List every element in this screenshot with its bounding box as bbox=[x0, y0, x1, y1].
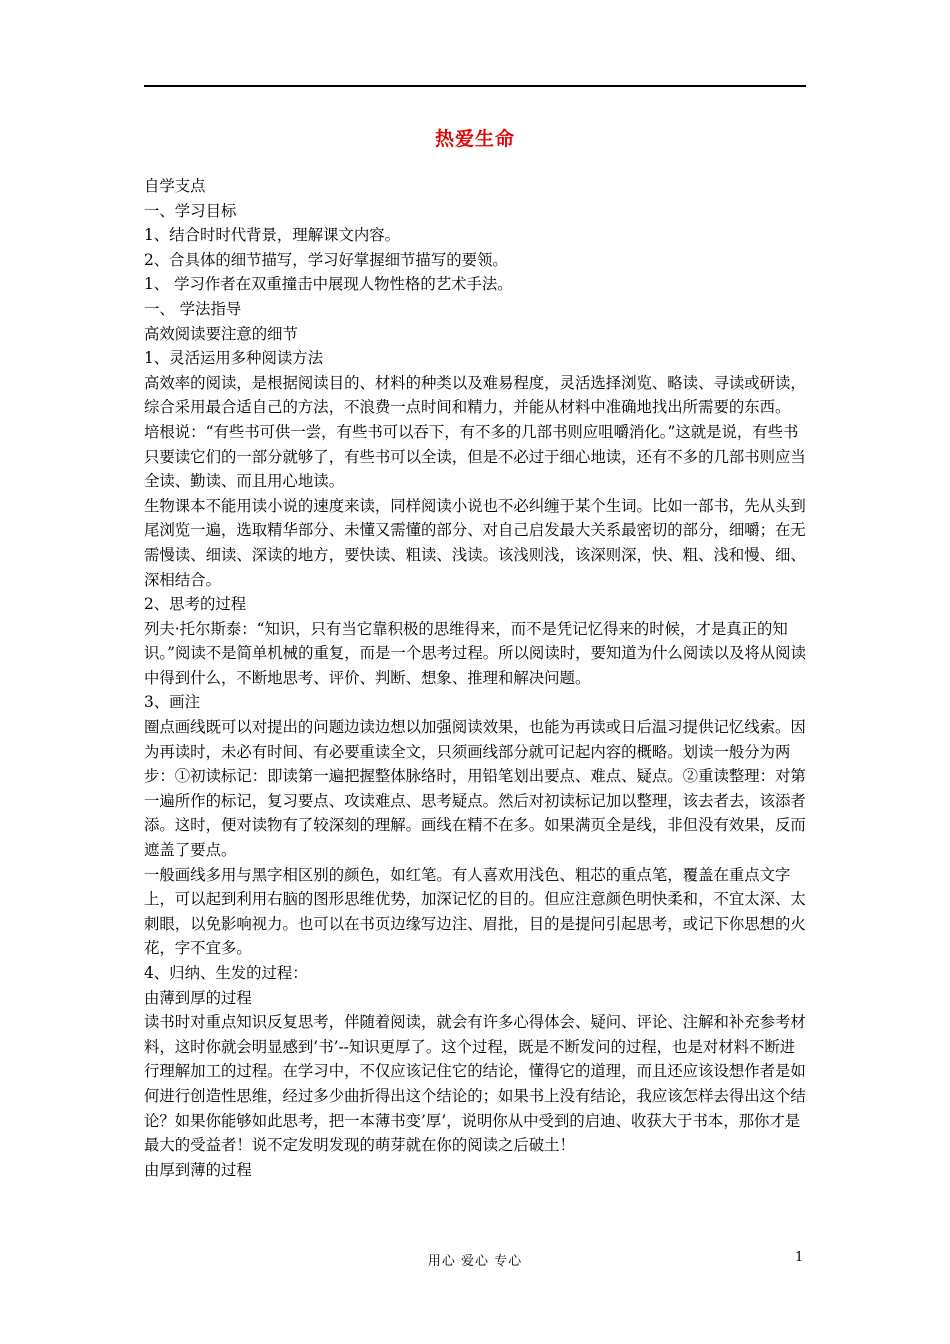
paragraph: 一、 学法指导 bbox=[144, 299, 242, 318]
paragraph: 4、归纳、生发的过程： bbox=[144, 964, 308, 982]
paragraph: 列夫·托尔斯泰：“知识，只有当它靠积极的思维得来，而不是凭记忆得来的时候，才是真正的知识。”阅读不是简单机械的重复，而是一个思考过程。所以阅读时，要知道为什么阅读以及将从阅读中得到什么，不断地思考、评价、判断、想象、推理和解决问题。 bbox=[144, 619, 806, 687]
paragraph: 1、结合时时代背景，理解课文内容。 bbox=[144, 226, 401, 245]
paragraph: 生物课本不能用读小说的速度来读，同样阅读小说也不必纠缠于某个生词。比如一部书，先从头到尾浏览一遍，选取精华部分、未懂又需懂的部分、对自己启发最大关系最密切的部分，细嚼；在无需慢读、细读、深读的地方，要快读、粗读、浅读。该浅则浅，该深则深，快、粗、浅和慢、细、深相结合。 bbox=[144, 496, 806, 589]
paragraph: 培根说：“有些书可供一尝，有些书可以吞下，有不多的几部书则应咀嚼消化。”这就是说，有些书只要读它们的一部分就够了，有些书可以全读，但是不必过于细心地读，还有不多的几部书则应当全读、勤读、而且用心地读。 bbox=[144, 422, 806, 491]
paragraph: 2、思考的过程 bbox=[144, 595, 247, 614]
paragraph: 一、学习目标 bbox=[144, 201, 237, 220]
paragraph: 1、 学习作者在双重撞击中展现人物性格的艺术手法。 bbox=[144, 275, 513, 294]
paragraph: 圈点画线既可以对提出的问题边读边想以加强阅读效果，也能为再读或日后温习提供记忆线索。因为再读时，未必有时间、有必要重读全文，只须画线部分就可记起内容的概略。划读一般分为两步：①初读标记：即读第一遍把握整体脉络时，用铅笔划出要点、难点、疑点。②重读整理：对第一遍所作的标记，复习要点、攻读难点、思考疑点。然后对初读标记加以整理，该去者去，该添者添。这时，便对读物有了较深刻的理解。画线在精不在多。如果满页全是线，非但没有效果，反而遮盖了要点。 bbox=[144, 718, 806, 860]
paragraph: 高效阅读要注意的细节 bbox=[144, 324, 298, 343]
paragraph: 读书时对重点知识反复思考，伴随着阅读，就会有许多心得体会、疑问、评论、注解和补充参考材料，这时你就会明显感到’书’--知识更厚了。这个过程，既是不断发问的过程，也是对材料不断进行理解加工的过程。在学习中，不仅应该记住它的结论，懂得它的道理，而且还应该设想作者是如何进行创造性思维，经过多少曲折得出这个结论的；如果书上没有结论，我应该怎样去得出这个结论？如果你能够如此思考，把一本薄书变’厚’，说明你从中受到的启迪、收获大于书本，那你才是最大的受益者！说不定发明发现的萌芽就在你的阅读之后破土！ bbox=[144, 1013, 806, 1155]
page-title: 热爱生命 bbox=[434, 128, 515, 150]
paragraph: 3、画注 bbox=[144, 693, 200, 712]
footer-text: 用心 爱心 专心 bbox=[427, 1254, 523, 1269]
paragraph: 一般画线多用与黑字相区别的颜色，如红笔。有人喜欢用浅色、粗芯的重点笔，覆盖在重点文字上，可以起到利用右脑的图形思维优势，加深记忆的目的。但应注意颜色明快柔和，不宜太深、太刺眼，以免影响视力。也可以在书页边缘写边注、眉批，目的是提问引起思考，或记下你思想的火花，字不宜多。 bbox=[144, 865, 806, 958]
page-number: 1 bbox=[795, 1250, 804, 1265]
header-rule bbox=[144, 85, 806, 87]
document-body bbox=[144, 174, 806, 1182]
paragraph: 由薄到厚的过程 bbox=[144, 988, 252, 1007]
paragraph: 自学支点 bbox=[144, 177, 206, 195]
paragraph: 2、合具体的细节描写，学习好掌握细节描写的要领。 bbox=[144, 250, 508, 269]
paragraph: 由厚到薄的过程 bbox=[144, 1160, 252, 1179]
paragraph: 1、灵活运用多种阅读方法 bbox=[144, 349, 324, 368]
paragraph: 高效率的阅读，是根据阅读目的、材料的种类以及难易程度，灵活选择浏览、略读、寻读或研读，综合采用最合适自己的方法，不浪费一点时间和精力，并能从材料中准确地找出所需要的东西。 bbox=[144, 373, 806, 417]
